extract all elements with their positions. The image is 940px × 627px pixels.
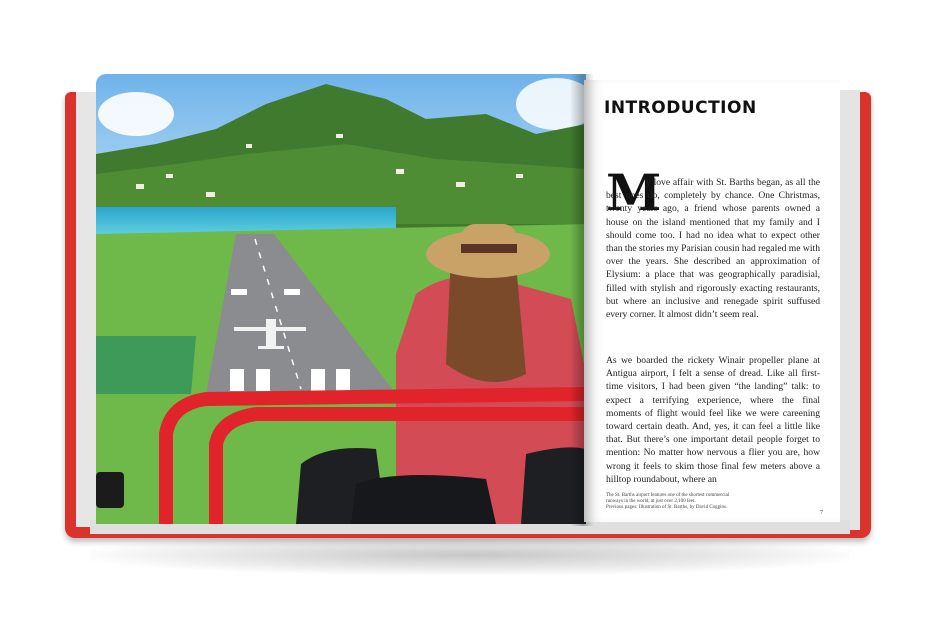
right-page-stack (838, 90, 860, 530)
caption-line: The St. Barths airport features one of the shortest commercial (606, 493, 730, 498)
text-page (584, 80, 840, 522)
caption-line: runways in the world, at just over 2,100 feet. (606, 499, 696, 504)
runway-photo-spread (96, 74, 586, 524)
paragraph-1: y love affair with St. Barths began, as all the best ones do, completely by chance. One Christmas, twenty years ago, a friend whose parents owned a house on the island mentioned that my family and I should come too. I had no idea what to expect other than the stories my Parisian cousin had regaled me with over the years. She described an approximation of Elysium: a place that was geographically paradisial, filled with stylish and rigorously exacting restaurants, but where an inclusive and renegade spirit suffused every corner. It almost didn’t seem real. (606, 177, 820, 321)
landscape-illustration (96, 74, 586, 524)
page-title: INTRODUCTION (604, 98, 757, 118)
page-number: 7 (820, 510, 823, 516)
hat-band (461, 244, 517, 253)
book-shadow (90, 535, 850, 575)
drop-cap: M (606, 163, 662, 222)
paragraph-2: As we boarded the rickety Winair propeller plane at Antigua airport, I felt a sense of dread. Like all first-time visitors, I had been given “the landing” talk: to expect a terrifying experience, where the final moments of flight would feel like we were careening toward certain death. And, yes, it can feel a little like that. But there’s one important detail people forget to mention: No matter how nervous a flier you are, how wrong it feels to skim those final few meters above a hilltop roundabout, where an (606, 355, 820, 485)
jeep-seat (351, 475, 496, 524)
cloud (98, 92, 174, 136)
photo-caption (606, 493, 786, 511)
dark-green-field (96, 336, 196, 394)
side-mirror (96, 472, 124, 508)
caption-line: Previous pages: Illustration of St. Barths, by David Coggins. (606, 505, 728, 510)
